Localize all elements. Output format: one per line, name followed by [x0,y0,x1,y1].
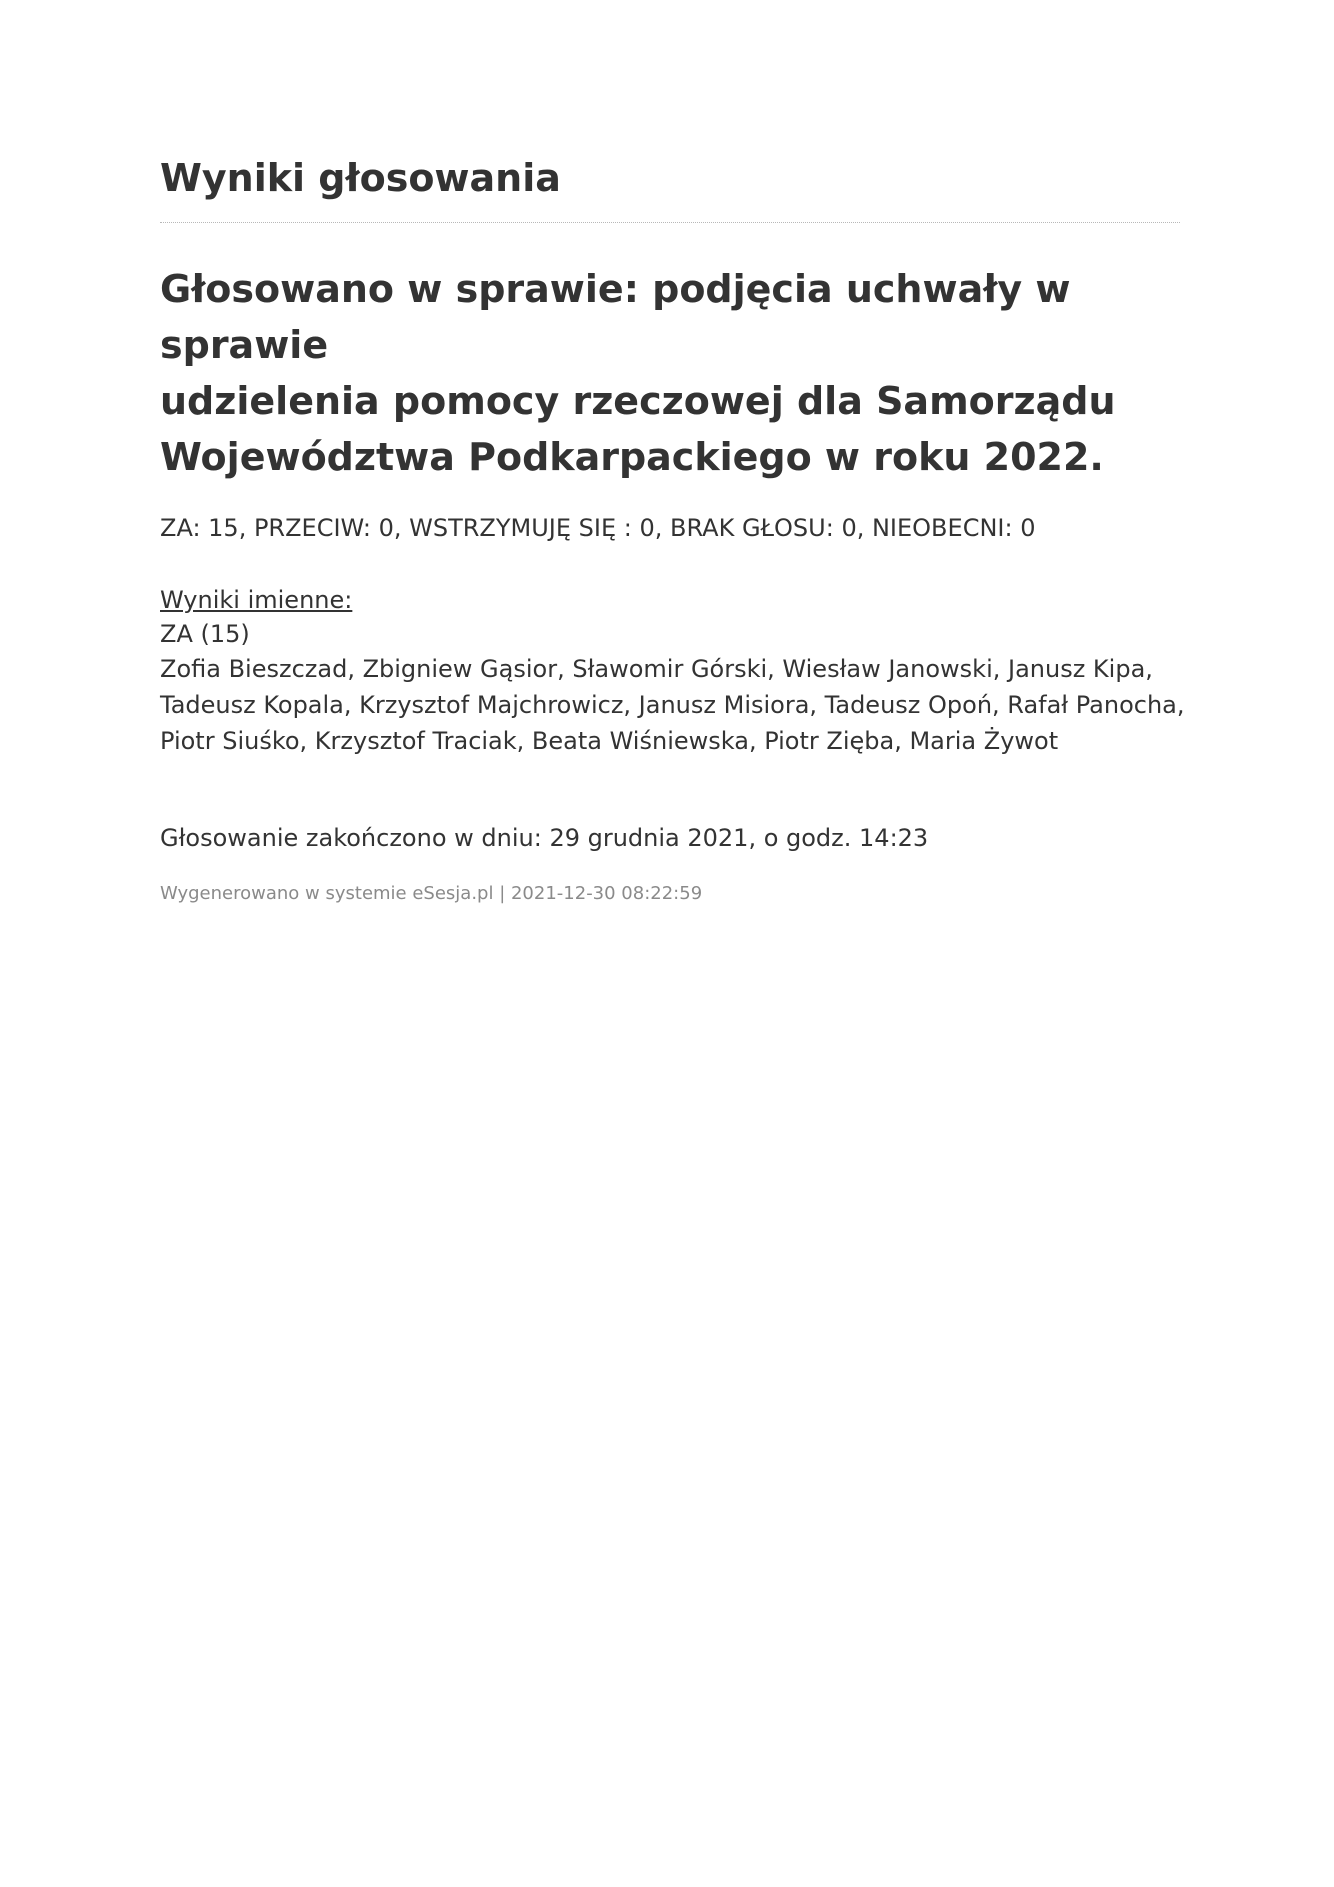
document-content [160,152,1185,907]
vote-group-label: ZA (15) [160,620,250,648]
vote-ended-info: Głosowanie zakończono w dniu: 29 grudnia 2021, o godz. 14:23 [160,824,929,852]
vote-subject-line: udzielenia pomocy rzeczowej dla Samorządu [160,379,1116,423]
voter-names-line: Tadeusz Kopala, Krzysztof Majchrowicz, Janusz Misiora, Tadeusz Opoń, Rafał Panocha, [160,691,1185,719]
vote-subject-line: Województwa Podkarpackiego w roku 2022. [160,435,1104,479]
title-divider [160,222,1180,223]
voter-names [160,651,1185,759]
named-results-heading: Wyniki imienne: [160,586,353,614]
vote-subject [160,261,1180,485]
generated-footer: Wygenerowano w systemie eSesja.pl | 2021-12-30 08:22:59 [160,883,703,904]
vote-subject-line: Głosowano w sprawie: podjęcia uchwały w sprawie [160,267,1071,367]
voter-names-line: Zofia Bieszczad, Zbigniew Gąsior, Sławomir Górski, Wiesław Janowski, Janusz Kipa, [160,655,1153,683]
page-title: Wyniki głosowania [160,156,561,200]
voter-names-line: Piotr Siuśko, Krzysztof Traciak, Beata Wiśniewska, Piotr Zięba, Maria Żywot [160,727,1059,755]
vote-summary: ZA: 15, PRZECIW: 0, WSTRZYMUJĘ SIĘ : 0, BRAK GŁOSU: 0, NIEOBECNI: 0 [160,514,1036,542]
